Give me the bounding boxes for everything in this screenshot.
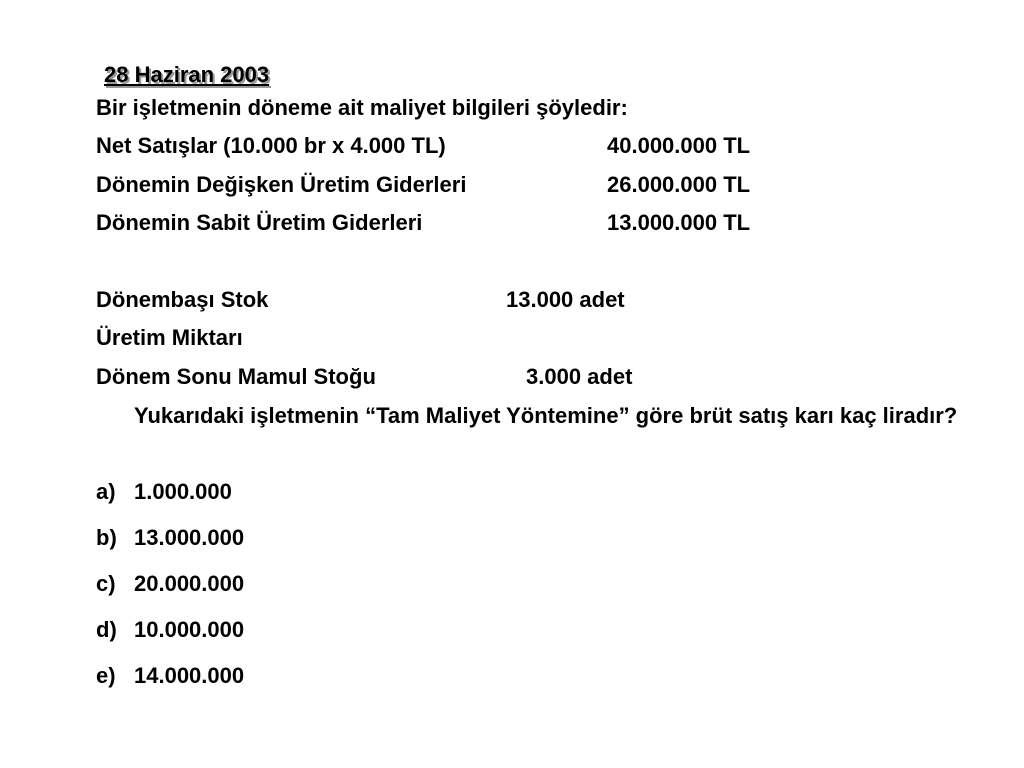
net-sales-value: 40.000.000 TL: [607, 133, 751, 158]
option-a-letter: a): [96, 479, 116, 504]
opening-stock-label: Dönembaşı Stok: [96, 287, 269, 312]
fixed-cost-label: Dönemin Sabit Üretim Giderleri: [96, 210, 423, 235]
question-text: Yukarıdaki işletmenin “Tam Maliyet Yöntemine” göre brüt satış karı kaç liradır?: [134, 403, 958, 428]
option-e-value: 14.000.000: [134, 663, 245, 688]
closing-stock-value: 3.000 adet: [526, 364, 633, 389]
option-b-letter: b): [96, 525, 117, 550]
option-d-letter: d): [96, 617, 117, 642]
variable-cost-value: 26.000.000 TL: [607, 172, 751, 197]
intro-text: Bir işletmenin döneme ait maliyet bilgileri şöyledir:: [96, 95, 628, 120]
closing-stock-label: Dönem Sonu Mamul Stoğu: [96, 364, 376, 389]
option-b-value: 13.000.000: [134, 525, 245, 550]
production-quantity-label: Üretim Miktarı: [96, 325, 243, 350]
net-sales-label: Net Satışlar (10.000 br x 4.000 TL): [96, 133, 446, 158]
variable-cost-label: Dönemin Değişken Üretim Giderleri: [96, 172, 467, 197]
option-c-letter: c): [96, 571, 116, 596]
option-e-letter: e): [96, 663, 116, 688]
option-a-value: 1.000.000: [134, 479, 232, 504]
fixed-cost-value: 13.000.000 TL: [607, 210, 751, 235]
option-c-value: 20.000.000: [134, 571, 245, 596]
date-heading: 28 Haziran 2003: [104, 62, 270, 87]
opening-stock-value: 13.000 adet: [506, 287, 625, 312]
option-d-value: 10.000.000: [134, 617, 245, 642]
